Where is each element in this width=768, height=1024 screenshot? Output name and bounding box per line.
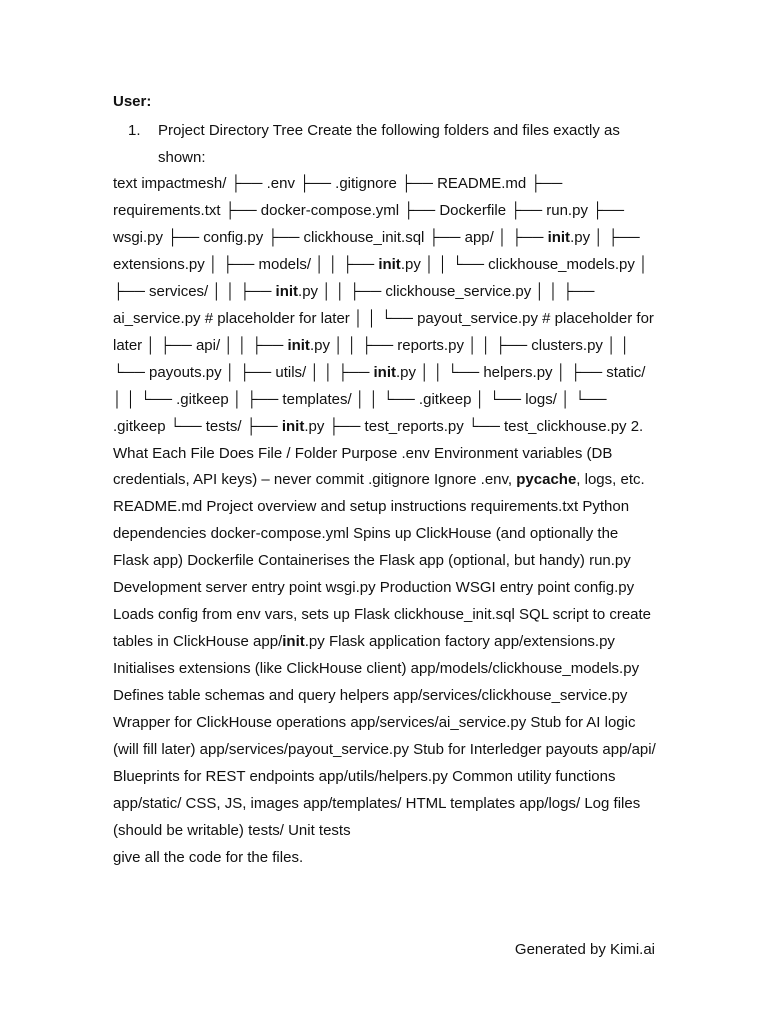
document-page [113,88,658,871]
body-paragraph [113,171,658,845]
body-text: .py │ │ ├── clickhouse_service.py │ │ ├── ai_service.py # placeholder for later │ │ └── payout_service.py # placeholder for later │ ├── api/ │ │ ├── [113,282,654,354]
footer-credit: Generated by Kimi.ai [514,941,655,958]
bold-text: init [287,336,310,354]
bold-text: init [281,417,305,435]
body-text: .py │ │ └── clickhouse_models.py │ ├── services/ │ │ ├── [113,255,649,300]
bold-text: init [275,282,299,300]
bold-text: init [282,633,305,651]
user-label: User: [113,93,152,110]
body-text: .py │ ├── extensions.py │ ├── models/ │ │ ├── [113,228,640,273]
body-text: .py Flask application factory app/extensions.py Initialises extensions (like ClickHouse client) app/models/clickhouse_models.py Defines table schemas and query helpers app/services/clickhouse_service.py Wrapper for ClickHouse operations app/services/ai_service.py Stub for AI logic (will fill later) app/services/payout_service.py Stub for Interledger payouts app/api/ Blueprints for REST endpoints app/utils/helpers.py Common utility functions app/static/ CSS, JS, images app/templates/ HTML templates app/logs/ Log files (should be writable) tests/ Unit tests [113,633,656,839]
list-number: 1. [128,122,141,139]
body-text: text impactmesh/ ├── .env ├── .gitignore ├── README.md ├── requirements.txt ├── docker-compose.yml ├── Dockerfile ├── run.py ├── wsgi.py ├── config.py ├── clickhouse_init.sql ├── app/ │ ├── [113,175,624,246]
list-item-text: Project Directory Tree Create the following folders and files exactly as shown: [158,122,620,166]
numbered-list-item [113,117,658,171]
bold-text: pycache [516,471,577,489]
body-text: .py │ │ ├── reports.py │ │ ├── clusters.py │ │ └── payouts.py │ ├── utils/ │ │ ├── [113,336,631,381]
bold-text: init [547,228,571,246]
body-text: .py │ │ └── helpers.py │ ├── static/ │ │ └── .gitkeep │ ├── templates/ │ │ └── .gitkeep │ └── logs/ │ └── .gitkeep └── tests/ ├── [113,363,646,435]
bold-text: init [378,255,401,273]
bold-text: init [373,363,397,381]
body-text: , logs, etc. README.md Project overview and setup instructions requirements.txt Python dependencies docker-compose.yml Spins up ClickHouse (and optionally the Flask app) Dockerfile Containerises the Flask app (optional, but handy) run.py Development server entry point wsgi.py Production WSGI entry point config.py Loads config from env vars, sets up Flask clickhouse_init.sql SQL script to create tables in ClickHouse app/ [113,471,652,651]
request-line: give all the code for the files. [113,848,304,866]
body-text: .py ├── test_reports.py └── test_clickhouse.py 2. What Each File Does File / Folder Purpose .env Environment variables (DB credentials, API keys) – never commit .gitignore Ignore .env, [113,417,644,489]
